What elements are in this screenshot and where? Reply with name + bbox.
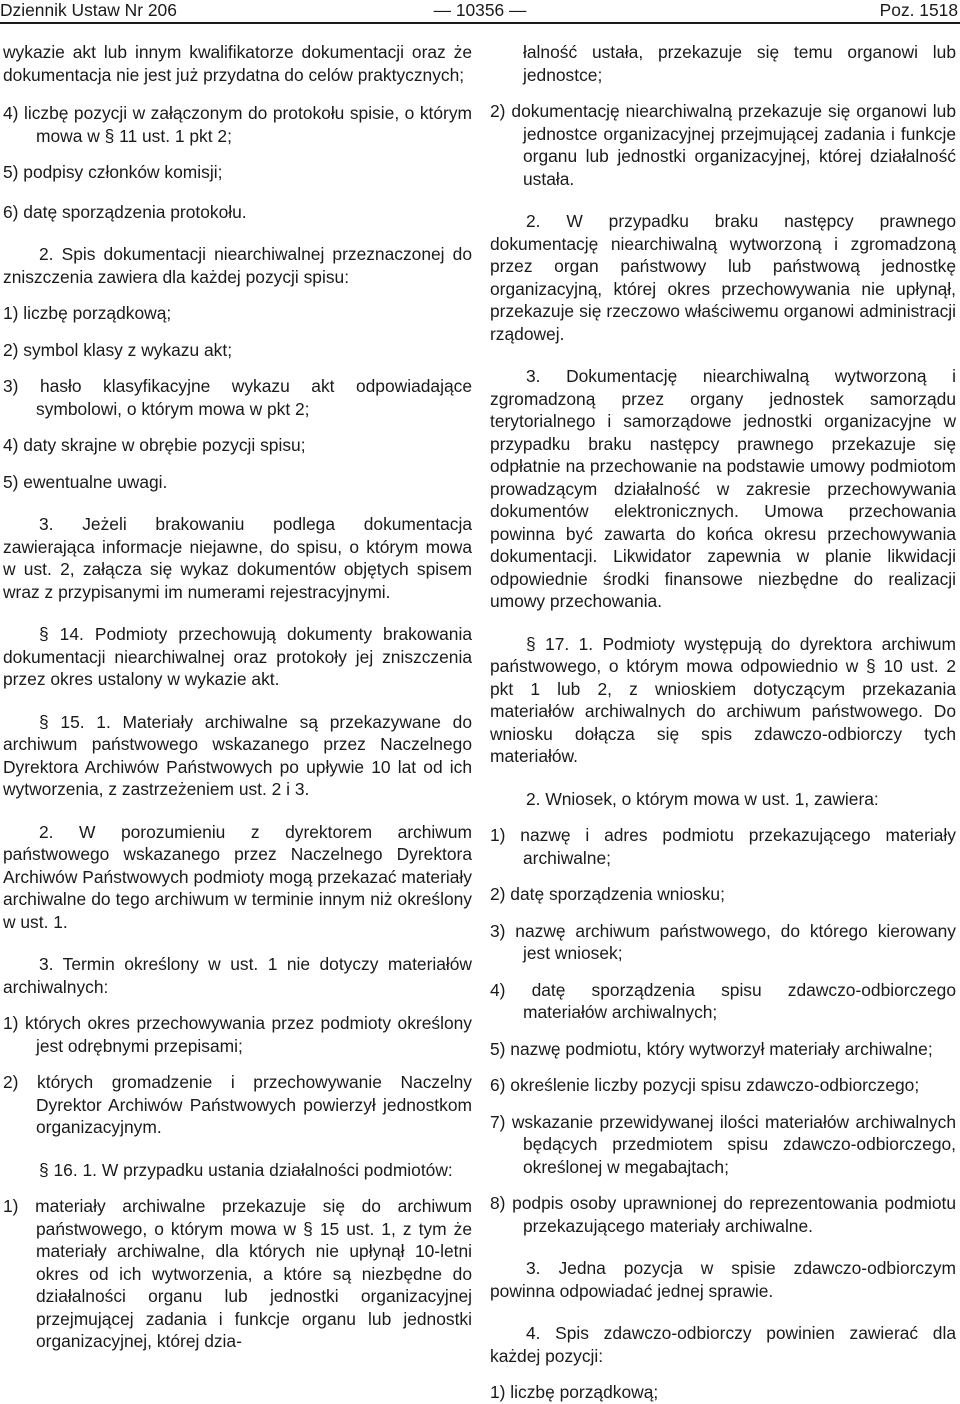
list-item: 4) liczbę pozycji w załączonym do protokołu spisie, o którym mowa w § 11 ust. 1 pkt 2; (3, 103, 472, 146)
list-item: 1) liczbę porządkową; (490, 1382, 659, 1402)
list-item: 2) datę sporządzenia wniosku; (490, 884, 725, 904)
paragraph-gap (490, 1302, 956, 1322)
list-item: 4) daty skrajne w obrębie pozycji spisu; (3, 435, 306, 455)
paragraph-gap (490, 345, 956, 365)
list-item: 8) podpis osoby uprawnionej do reprezentowania podmiotu przekazującego materiały archiwalne. (490, 1193, 956, 1236)
list-item: 1) których okres przechowywania przez podmioty określony jest odrębnymi przepisami; (3, 1013, 472, 1056)
list-item-continuation: łalność ustała, przekazuje się temu organowi lub jednostce; (523, 42, 956, 85)
paragraph: § 17. 1. Podmioty występują do dyrektora archiwum państwowego, o którym mowa odpowiednio w § 10 ust. 2 pkt 1 lub 2, z wnioskiem dotyczącym przekazania materiałów archiwalnych do archiwum państwowego. Do wniosku dołącza się spis zdawczo-odbiorczy tych materiałów. (490, 633, 956, 766)
paragraph-gap (490, 1097, 956, 1111)
paragraph-gap (3, 361, 472, 375)
paragraph-gap (3, 325, 472, 339)
list-item: 1) liczbę porządkową; (3, 303, 172, 323)
list-item: 6) określenie liczby pozycji spisu zdawczo-odbiorczego; (490, 1075, 920, 1095)
page-number: — 10356 — (433, 0, 527, 20)
paragraph-gap (490, 1367, 956, 1381)
list-item: 1) materiały archiwalne przekazuje się do archiwum państwowego, o którym mowa w § 15 ust. 1, z tym że materiały archiwalne, dla których nie upłynął 10-letni okres od ich wytworzenia, a które są niezbędne do działalności organu lub jednostki organizacyjnej przejmującej zadania i funkcje organu lub jednostki organizacyjnej, której dzia- (3, 1196, 472, 1351)
paragraph: 3. Jeżeli brakowaniu podlega dokumentacja zawierająca informacje niejawne, do spisu, o którym mowa w ust. 2, załącza się wykaz dokumentów objętych spisem wraz z przypisanymi im numerami rejestracyjnymi. (3, 514, 472, 602)
paragraph-continuation: wykazie akt lub innym kwalifikatorze dokumentacji oraz że dokumentacja nie jest już przydatna do celów praktycznych; (3, 42, 472, 85)
paragraph: 3. Termin określony w ust. 1 nie dotyczy materiałów archiwalnych: (3, 954, 472, 997)
paragraph-gap (490, 1060, 956, 1074)
paragraph-gap (3, 1139, 472, 1159)
paragraph: 2. W przypadku braku następcy prawnego dokumentację niearchiwalną wytworzoną i zgromadzoną przez organ państwowy lub państwową jednostkę organizacyjną, której okres przechowywania nie upłynął, przekazuje się rzeczowo właściwemu organowi administracji rządowej. (490, 211, 956, 344)
paragraph: § 15. 1. Materiały archiwalne są przekazywane do archiwum państwowego wskazanego przez Naczelnego Dyrektora Archiwów Państwowych po upływie 10 lat od ich wytworzenia, z zastrzeżeniem ust. 2 i 3. (3, 711, 472, 799)
paragraph-gap (3, 86, 472, 102)
list-item: 5) podpisy członków komisji; (3, 162, 223, 182)
paragraph-gap (3, 420, 472, 434)
paragraph-gap (3, 223, 472, 243)
paragraph: 2. Spis dokumentacji niearchiwalnej przeznaczonej do zniszczenia zawiera dla każdej pozycji spisu: (3, 244, 472, 287)
paragraph-gap (3, 691, 472, 711)
list-item: 2) symbol klasy z wykazu akt; (3, 339, 233, 360)
paragraph: § 16. 1. W przypadku ustania działalności podmiotów: (39, 1159, 453, 1180)
right-column (490, 41, 956, 1404)
paragraph: § 14. Podmioty przechowują dokumenty brakowania dokumentacji niearchiwalnej oraz protokoły jej zniszczenia przez okres ustalony w wykazie akt. (3, 624, 472, 689)
position-number: Poz. 1518 (879, 0, 958, 20)
list-item: 5) nazwę podmiotu, który wytworzył materiały archiwalne; (490, 1038, 933, 1059)
paragraph-gap (490, 613, 956, 633)
left-column (3, 41, 472, 1353)
paragraph: 2. Wniosek, o którym mowa w ust. 1, zawiera: (526, 788, 879, 809)
list-item: 2) których gromadzenie i przechowywanie Naczelny Dyrektor Archiwów Państwowych powierzył jednostkom organizacyjnym. (3, 1072, 472, 1137)
paragraph-gap (3, 998, 472, 1012)
list-item: 7) wskazanie przewidywanej ilości materiałów archiwalnych będących przedmiotem spisu zdawczo-odbiorczego, określonej w megabajtach; (490, 1111, 956, 1177)
paragraph: 4. Spis zdawczo-odbiorczy powinien zawierać dla każdej pozycji: (490, 1323, 956, 1366)
paragraph: 3. Dokumentację niearchiwalną wytworzoną i zgromadzoną przez organy jednostek samorządu terytorialnego i samorządowe jednostki organizacyjne w przypadku braku następcy prawnego przekazuje się odpłatnie na przechowanie na podstawie umowy podmiotom prowadzącym działalność w zakresie przechowywania dokumentów elektronicznych. Umowa przechowania powinna być zawarta do końca okresu przechowywania dokumentacji. Likwidator zapewnia w planie likwidacji odpowiednie środki finansowe niezbędne do realizacji umowy przechowania. (490, 366, 956, 611)
paragraph-gap (490, 1024, 956, 1038)
list-item: 1) nazwę i adres podmiotu przekazującego materiały archiwalne; (490, 825, 956, 868)
paragraph-gap (3, 147, 472, 161)
paragraph-gap (490, 1237, 956, 1257)
paragraph: 2. W porozumieniu z dyrektorem archiwum państwowego wskazanego przez Naczelnego Dyrektora Archiwów Państwowych podmioty mogą przekazać materiały archiwalne do tego archiwum w terminie innym niż określony w ust. 1. (3, 821, 472, 932)
paragraph-gap (3, 1057, 472, 1071)
list-item: 5) ewentualne uwagi. (3, 471, 168, 492)
paragraph: 3. Jedna pozycja w spisie zdawczo-odbiorczym powinna odpowiadać jednej sprawie. (490, 1258, 956, 1301)
paragraph-gap (3, 288, 472, 302)
paragraph-gap (490, 86, 956, 100)
paragraph-gap (490, 768, 956, 788)
paragraph-gap (490, 1178, 956, 1192)
paragraph-gap (490, 965, 956, 979)
header-rule (0, 22, 960, 24)
paragraph-gap (3, 603, 472, 623)
list-item: 2) dokumentację niearchiwalną przekazuje się organowi lub jednostce organizacyjnej przejmującej zadania i funkcje organu lub jednostki organizacyjnej, której działalność ustała. (490, 101, 956, 189)
list-item: 3) hasło klasyfikacyjne wykazu akt odpowiadające symbolowi, o którym mowa w pkt 2; (3, 376, 472, 419)
paragraph-gap (490, 906, 956, 920)
paragraph-gap (3, 457, 472, 471)
list-item: 6) datę sporządzenia protokołu. (3, 201, 247, 222)
paragraph-gap (3, 1181, 472, 1195)
list-item: 3) nazwę archiwum państwowego, do którego kierowany jest wniosek; (490, 920, 956, 963)
paragraph-gap (490, 810, 956, 824)
paragraph-gap (3, 184, 472, 201)
list-item: 4) datę sporządzenia spisu zdawczo-odbiorczego materiałów archiwalnych; (490, 979, 956, 1022)
paragraph-gap (3, 493, 472, 513)
paragraph-gap (490, 190, 956, 210)
paragraph-gap (3, 801, 472, 821)
journal-title: Dziennik Ustaw Nr 206 (0, 0, 177, 20)
page-header (0, 0, 960, 22)
paragraph-gap (490, 869, 956, 883)
paragraph-gap (3, 933, 472, 953)
